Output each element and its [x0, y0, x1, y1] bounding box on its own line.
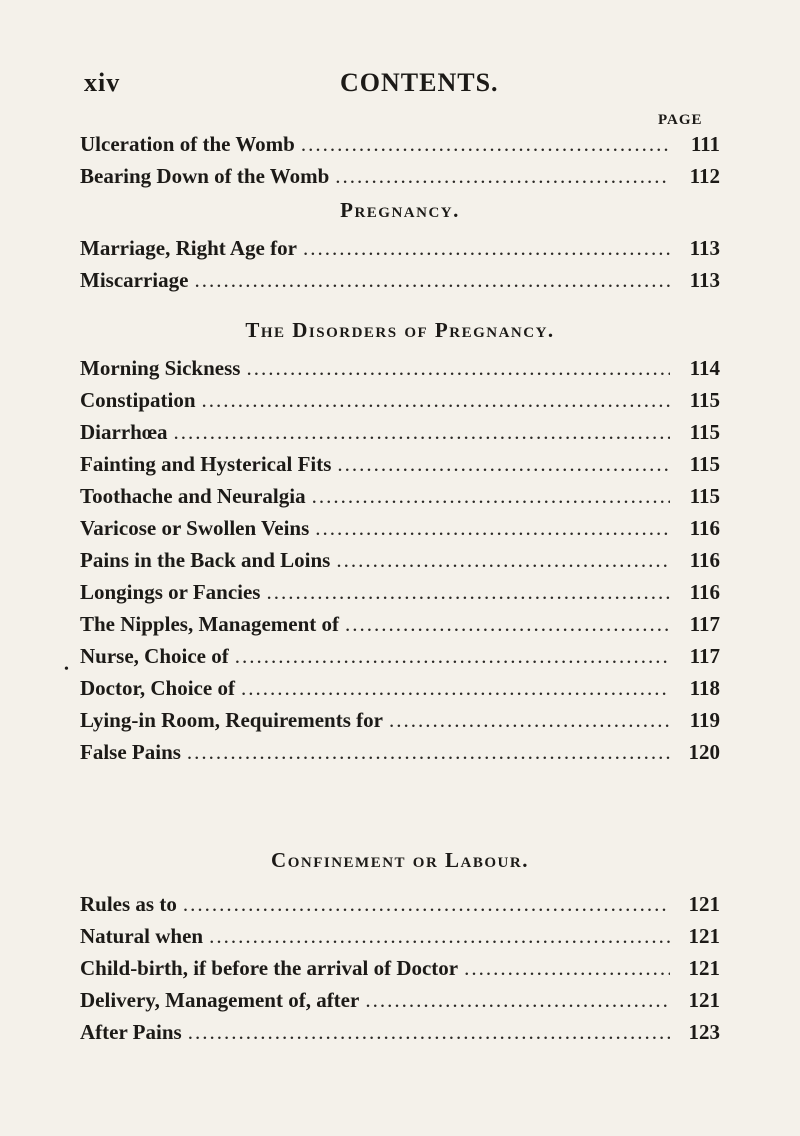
entry-page-number: 117: [689, 644, 720, 668]
entry-page-number: 113: [689, 268, 720, 292]
dot-leader: [174, 416, 671, 448]
dot-leader: [194, 264, 670, 296]
entry-page-number: 118: [689, 676, 720, 700]
entry-page-number: 116: [689, 548, 720, 572]
entry-page-number: 121: [688, 956, 720, 980]
dot-leader: [187, 736, 670, 768]
dot-leader: [335, 160, 670, 192]
entry-title: Child-birth, if before the arrival of Doctor: [80, 956, 459, 980]
page-column-label: PAGE: [658, 112, 703, 128]
contents-entry: [80, 920, 720, 952]
entry-title: After Pains: [80, 1020, 182, 1044]
dot-leader: [365, 984, 670, 1016]
section-heading: Confinement or Labour.: [271, 848, 529, 872]
entry-page-number: 121: [688, 924, 720, 948]
contents-entry: [80, 888, 720, 920]
dot-leader: [183, 888, 670, 920]
dot-leader: [246, 352, 670, 384]
entry-title: Nurse, Choice of: [80, 644, 229, 668]
running-head: [84, 68, 724, 108]
entry-page-number: 119: [689, 708, 720, 732]
dot-leader: [336, 544, 670, 576]
dot-leader: [345, 608, 670, 640]
entry-page-number: 115: [689, 484, 720, 508]
contents-entry: [80, 160, 720, 192]
dot-leader: [266, 576, 670, 608]
entry-title: Fainting and Hysterical Fits: [80, 452, 332, 476]
entry-title: Varicose or Swollen Veins: [80, 516, 310, 540]
entry-page-number: 115: [689, 452, 720, 476]
contents-entry: [80, 512, 720, 544]
dot-leader: [389, 704, 670, 736]
entry-page-number: 121: [688, 988, 720, 1012]
contents-entry: [80, 352, 720, 384]
entry-page-number: 113: [689, 236, 720, 260]
margin-mark: •: [64, 662, 69, 677]
entry-title: Miscarriage: [80, 268, 189, 292]
entry-page-number: 121: [688, 892, 720, 916]
dot-leader: [464, 952, 670, 984]
page-folio: xiv: [84, 68, 121, 97]
entry-title: Pains in the Back and Loins: [80, 548, 331, 572]
contents-entry: [80, 416, 720, 448]
section-heading: The Disorders of Pregnancy.: [245, 318, 555, 342]
entry-title: Rules as to: [80, 892, 177, 916]
contents-entry: [80, 232, 720, 264]
entry-title: Bearing Down of the Womb: [80, 164, 330, 188]
dot-leader: [337, 448, 670, 480]
contents-entry: [80, 384, 720, 416]
contents-entry: [80, 640, 720, 672]
contents-section-continued: [80, 128, 720, 192]
entry-page-number: 112: [689, 164, 720, 188]
entry-title: False Pains: [80, 740, 181, 764]
entry-title: Diarrhœa: [80, 420, 168, 444]
entry-page-number: 115: [689, 388, 720, 412]
contents-section-pregnancy: [80, 194, 720, 296]
dot-leader: [303, 232, 670, 264]
contents-section-confinement: [80, 844, 720, 1048]
contents-entry: [80, 264, 720, 296]
contents-section-disorders-of-pregnancy: [80, 314, 720, 768]
entry-page-number: 117: [689, 612, 720, 636]
entry-title: Morning Sickness: [80, 356, 241, 380]
entry-title: Ulceration of the Womb: [80, 132, 295, 156]
dot-leader: [235, 640, 670, 672]
entry-title: Lying-in Room, Requirements for: [80, 708, 383, 732]
contents-entry: [80, 480, 720, 512]
dot-leader: [312, 480, 670, 512]
page-title: CONTENTS.: [340, 68, 499, 97]
contents-entry: [80, 1016, 720, 1048]
contents-entry: [80, 952, 720, 984]
contents-entry: [80, 576, 720, 608]
entry-title: Constipation: [80, 388, 196, 412]
contents-entry: [80, 128, 720, 160]
entry-title: Marriage, Right Age for: [80, 236, 297, 260]
entry-title: The Nipples, Management of: [80, 612, 339, 636]
entry-page-number: 116: [689, 580, 720, 604]
dot-leader: [315, 512, 670, 544]
entry-title: Natural when: [80, 924, 204, 948]
contents-entry: [80, 448, 720, 480]
entry-page-number: 111: [690, 132, 720, 156]
dot-leader: [209, 920, 670, 952]
entry-page-number: 123: [688, 1020, 720, 1044]
contents-entry: [80, 984, 720, 1016]
entry-page-number: 120: [688, 740, 720, 764]
dot-leader: [301, 128, 670, 160]
contents-entry: [80, 704, 720, 736]
section-heading: Pregnancy.: [340, 198, 460, 222]
contents-entry: [80, 608, 720, 640]
entry-title: Delivery, Management of, after: [80, 988, 360, 1012]
dot-leader: [188, 1016, 670, 1048]
entry-title: Longings or Fancies: [80, 580, 261, 604]
contents-entry: [80, 736, 720, 768]
entry-page-number: 116: [689, 516, 720, 540]
contents-entry: [80, 672, 720, 704]
entry-title: Doctor, Choice of: [80, 676, 235, 700]
contents-entry: [80, 544, 720, 576]
entry-page-number: 115: [689, 420, 720, 444]
entry-title: Toothache and Neuralgia: [80, 484, 306, 508]
dot-leader: [241, 672, 670, 704]
dot-leader: [202, 384, 670, 416]
entry-page-number: 114: [689, 356, 720, 380]
